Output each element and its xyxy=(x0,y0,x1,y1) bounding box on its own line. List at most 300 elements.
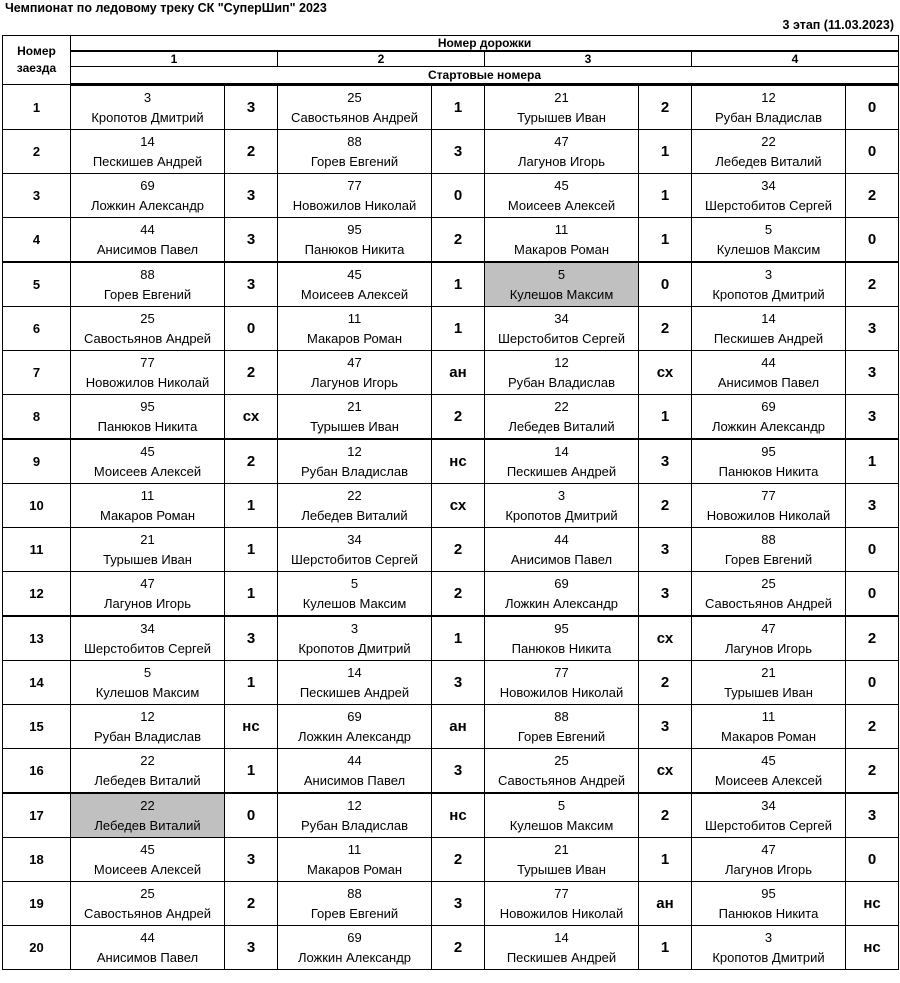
start-number: 45 xyxy=(347,266,362,282)
points-cell: 1 xyxy=(225,528,278,572)
rider-cell-lane-2 xyxy=(278,130,432,174)
rider-cell-lane-1 xyxy=(71,661,225,705)
points-cell: 1 xyxy=(432,307,485,351)
start-number: 22 xyxy=(761,133,776,149)
start-number: 77 xyxy=(140,354,155,370)
points-cell: 3 xyxy=(639,572,692,617)
rider-cell-lane-1 xyxy=(71,439,225,484)
start-number: 95 xyxy=(347,221,362,237)
start-number: 21 xyxy=(554,89,569,105)
rider-name: Макаров Роман xyxy=(306,330,403,346)
heat-number: 7 xyxy=(3,351,71,395)
points-cell: сх xyxy=(639,351,692,395)
points-cell: 2 xyxy=(846,262,899,307)
start-number: 34 xyxy=(761,177,776,193)
stage-label: 3 этап (11.03.2023) xyxy=(782,18,894,32)
points-cell: 2 xyxy=(432,528,485,572)
start-number: 34 xyxy=(347,531,362,547)
rider-cell-lane-1 xyxy=(71,484,225,528)
points-cell: 3 xyxy=(225,174,278,218)
rider-cell-lane-2 xyxy=(278,85,432,130)
table-row xyxy=(3,307,899,351)
rider-name: Пескишев Андрей xyxy=(506,463,617,479)
rider-cell-lane-2 xyxy=(278,174,432,218)
heat-number: 17 xyxy=(3,793,71,838)
start-number: 47 xyxy=(761,841,776,857)
rider-name: Анисимов Павел xyxy=(510,551,613,567)
rider-cell-lane-4 xyxy=(692,307,846,351)
rider-cell-lane-4 xyxy=(692,351,846,395)
rider-name: Новожилов Николай xyxy=(292,197,417,213)
rider-name: Новожилов Николай xyxy=(706,507,831,523)
points-cell: 3 xyxy=(225,85,278,130)
start-number: 44 xyxy=(554,531,569,547)
heat-number: 20 xyxy=(3,926,71,970)
rider-cell-lane-3 xyxy=(485,130,639,174)
table-row xyxy=(3,926,899,970)
start-number: 69 xyxy=(140,177,155,193)
points-cell: 3 xyxy=(225,616,278,661)
rider-cell-lane-2 xyxy=(278,307,432,351)
rider-name: Кулешов Максим xyxy=(302,595,407,611)
rider-name: Кулешов Максим xyxy=(509,286,614,302)
start-number: 11 xyxy=(761,708,776,724)
points-cell: нс xyxy=(846,882,899,926)
start-number: 47 xyxy=(347,354,362,370)
rider-cell-lane-4 xyxy=(692,395,846,440)
start-number: 5 xyxy=(350,575,359,591)
points-cell: 0 xyxy=(432,174,485,218)
rider-name: Макаров Роман xyxy=(513,241,610,257)
rider-cell-lane-3 xyxy=(485,882,639,926)
rider-cell-lane-1 xyxy=(71,130,225,174)
rider-name: Рубан Владислав xyxy=(93,728,202,744)
points-cell: 2 xyxy=(225,130,278,174)
rider-name: Панюков Никита xyxy=(511,640,612,656)
rider-cell-lane-2 xyxy=(278,705,432,749)
points-cell: 0 xyxy=(846,528,899,572)
points-cell: 0 xyxy=(846,661,899,705)
rider-name: Новожилов Николай xyxy=(499,905,624,921)
rider-cell-lane-2 xyxy=(278,351,432,395)
rider-cell-lane-1 xyxy=(71,174,225,218)
rider-name: Турышев Иван xyxy=(517,861,606,877)
rider-name: Рубан Владислав xyxy=(507,374,616,390)
points-cell: 2 xyxy=(225,439,278,484)
points-cell: 2 xyxy=(432,218,485,263)
points-cell: сх xyxy=(639,749,692,794)
heat-number-header: Номер заезда xyxy=(3,36,71,85)
start-number: 44 xyxy=(140,929,155,945)
rider-cell-lane-2 xyxy=(278,882,432,926)
start-number: 3 xyxy=(764,929,773,945)
rider-name: Лагунов Игорь xyxy=(518,153,605,169)
rider-cell-lane-1 xyxy=(71,307,225,351)
rider-name: Турышев Иван xyxy=(517,109,606,125)
heat-number: 4 xyxy=(3,218,71,263)
rider-cell-lane-4 xyxy=(692,749,846,794)
rider-cell-lane-3 xyxy=(485,705,639,749)
rider-name: Лагунов Игорь xyxy=(725,640,812,656)
rider-cell-lane-3 xyxy=(485,351,639,395)
rider-name: Моисеев Алексей xyxy=(714,772,823,788)
rider-cell-lane-4 xyxy=(692,793,846,838)
start-number: 88 xyxy=(347,885,362,901)
rider-cell-lane-1 xyxy=(71,838,225,882)
heats-body xyxy=(3,85,899,970)
points-cell: 2 xyxy=(639,661,692,705)
table-row xyxy=(3,749,899,794)
rider-name: Савостьянов Андрей xyxy=(290,109,419,125)
points-cell: 3 xyxy=(846,351,899,395)
rider-name: Анисимов Павел xyxy=(303,772,406,788)
points-cell: 1 xyxy=(639,395,692,440)
rider-name: Турышев Иван xyxy=(103,551,192,567)
start-numbers-header: Стартовые номера xyxy=(71,67,899,85)
rider-cell-lane-3 xyxy=(485,395,639,440)
start-number: 88 xyxy=(347,133,362,149)
points-cell: 3 xyxy=(432,749,485,794)
table-row xyxy=(3,395,899,440)
points-cell: 2 xyxy=(846,174,899,218)
rider-cell-lane-3 xyxy=(485,528,639,572)
rider-cell-lane-4 xyxy=(692,218,846,263)
rider-name: Ложкин Александр xyxy=(90,197,205,213)
start-number: 88 xyxy=(761,531,776,547)
start-number: 25 xyxy=(140,310,155,326)
rider-name: Панюков Никита xyxy=(304,241,405,257)
points-cell: 0 xyxy=(846,218,899,263)
points-cell: 0 xyxy=(846,838,899,882)
points-cell: 1 xyxy=(432,262,485,307)
start-number: 34 xyxy=(140,620,155,636)
rider-name: Шерстобитов Сергей xyxy=(498,330,625,346)
start-number: 25 xyxy=(347,89,362,105)
points-cell: 1 xyxy=(432,85,485,130)
rider-name: Анисимов Павел xyxy=(96,241,199,257)
rider-cell-lane-3 xyxy=(485,572,639,617)
points-cell: 1 xyxy=(639,174,692,218)
start-number: 47 xyxy=(140,575,155,591)
table-row xyxy=(3,351,899,395)
start-number: 77 xyxy=(554,885,569,901)
rider-cell-lane-1 xyxy=(71,572,225,617)
rider-cell-lane-2 xyxy=(278,572,432,617)
points-cell: 1 xyxy=(639,218,692,263)
heats-table xyxy=(2,35,899,970)
heat-number: 6 xyxy=(3,307,71,351)
start-number: 45 xyxy=(140,443,155,459)
points-cell: 0 xyxy=(639,262,692,307)
rider-cell-lane-4 xyxy=(692,262,846,307)
start-number: 69 xyxy=(347,708,362,724)
heat-number: 9 xyxy=(3,439,71,484)
rider-cell-lane-4 xyxy=(692,882,846,926)
start-number: 12 xyxy=(761,89,776,105)
table-row xyxy=(3,174,899,218)
start-number: 22 xyxy=(140,797,155,813)
points-cell: 2 xyxy=(639,85,692,130)
start-number: 11 xyxy=(140,487,155,503)
points-cell: 3 xyxy=(846,484,899,528)
start-number: 21 xyxy=(554,841,569,857)
points-cell: 3 xyxy=(432,661,485,705)
points-cell: 0 xyxy=(225,307,278,351)
rider-cell-lane-3 xyxy=(485,218,639,263)
start-number: 21 xyxy=(347,398,362,414)
table-row xyxy=(3,85,899,130)
points-cell: 3 xyxy=(639,528,692,572)
points-cell: 3 xyxy=(639,705,692,749)
rider-cell-lane-1 xyxy=(71,262,225,307)
start-number: 25 xyxy=(761,575,776,591)
rider-name: Пескишев Андрей xyxy=(92,153,203,169)
rider-name: Рубан Владислав xyxy=(714,109,823,125)
rider-cell-lane-1 xyxy=(71,793,225,838)
rider-name: Шерстобитов Сергей xyxy=(705,197,832,213)
start-number: 5 xyxy=(557,266,566,282)
start-number: 77 xyxy=(761,487,776,503)
start-number: 34 xyxy=(554,310,569,326)
points-cell: 2 xyxy=(846,705,899,749)
points-cell: 2 xyxy=(846,616,899,661)
rider-cell-lane-3 xyxy=(485,838,639,882)
rider-cell-lane-2 xyxy=(278,262,432,307)
rider-name: Савостьянов Андрей xyxy=(497,772,626,788)
start-number: 3 xyxy=(143,89,152,105)
rider-name: Лебедев Виталий xyxy=(715,153,822,169)
table-row xyxy=(3,882,899,926)
rider-cell-lane-3 xyxy=(485,85,639,130)
rider-cell-lane-3 xyxy=(485,926,639,970)
rider-cell-lane-3 xyxy=(485,616,639,661)
rider-name: Кропотов Дмитрий xyxy=(91,109,204,125)
table-row xyxy=(3,439,899,484)
rider-name: Кулешов Максим xyxy=(716,241,821,257)
points-cell: 3 xyxy=(846,307,899,351)
page-title: Чемпионат по ледовому треку СК "СуперШип" 2023 xyxy=(5,1,327,15)
table-row xyxy=(3,572,899,617)
rider-cell-lane-2 xyxy=(278,218,432,263)
rider-name: Панюков Никита xyxy=(97,418,198,434)
table-row xyxy=(3,528,899,572)
heat-number: 13 xyxy=(3,616,71,661)
start-number: 12 xyxy=(554,354,569,370)
rider-name: Лебедев Виталий xyxy=(301,507,408,523)
points-cell: 2 xyxy=(432,572,485,617)
heat-number: 10 xyxy=(3,484,71,528)
rider-cell-lane-3 xyxy=(485,749,639,794)
rider-name: Ложкин Александр xyxy=(504,595,619,611)
rider-name: Моисеев Алексей xyxy=(507,197,616,213)
rider-name: Савостьянов Андрей xyxy=(83,905,212,921)
lane-header-2: 2 xyxy=(278,51,485,67)
start-number: 88 xyxy=(554,708,569,724)
rider-cell-lane-4 xyxy=(692,528,846,572)
rider-cell-lane-2 xyxy=(278,616,432,661)
rider-name: Моисеев Алексей xyxy=(300,286,409,302)
points-cell: 2 xyxy=(432,926,485,970)
table-row xyxy=(3,793,899,838)
start-number: 95 xyxy=(554,620,569,636)
rider-name: Рубан Владислав xyxy=(300,817,409,833)
rider-cell-lane-1 xyxy=(71,749,225,794)
start-number: 14 xyxy=(554,443,569,459)
start-number: 25 xyxy=(554,752,569,768)
start-number: 22 xyxy=(347,487,362,503)
points-cell: сх xyxy=(639,616,692,661)
heat-number: 16 xyxy=(3,749,71,794)
start-number: 34 xyxy=(761,797,776,813)
start-number: 95 xyxy=(761,443,776,459)
start-number: 22 xyxy=(140,752,155,768)
points-cell: 2 xyxy=(639,484,692,528)
rider-cell-lane-2 xyxy=(278,439,432,484)
rider-cell-lane-3 xyxy=(485,262,639,307)
lane-header-4: 4 xyxy=(692,51,899,67)
start-number: 22 xyxy=(554,398,569,414)
rider-name: Лебедев Виталий xyxy=(508,418,615,434)
points-cell: 3 xyxy=(639,439,692,484)
points-cell: 0 xyxy=(846,130,899,174)
rider-name: Новожилов Николай xyxy=(499,684,624,700)
rider-cell-lane-4 xyxy=(692,572,846,617)
rider-name: Моисеев Алексей xyxy=(93,861,202,877)
points-cell: 1 xyxy=(432,616,485,661)
heat-number: 3 xyxy=(3,174,71,218)
rider-name: Пескишев Андрей xyxy=(506,949,617,965)
rider-name: Горев Евгений xyxy=(310,153,399,169)
start-number: 77 xyxy=(554,664,569,680)
lane-header-1: 1 xyxy=(71,51,278,67)
start-number: 14 xyxy=(347,664,362,680)
table-row xyxy=(3,661,899,705)
points-cell: нс xyxy=(846,926,899,970)
points-cell: 2 xyxy=(639,307,692,351)
rider-name: Лагунов Игорь xyxy=(725,861,812,877)
rider-cell-lane-1 xyxy=(71,616,225,661)
points-cell: 2 xyxy=(432,395,485,440)
rider-name: Лебедев Виталий xyxy=(94,817,201,833)
points-cell: 3 xyxy=(846,395,899,440)
heat-number: 5 xyxy=(3,262,71,307)
rider-name: Кропотов Дмитрий xyxy=(298,640,411,656)
rider-cell-lane-1 xyxy=(71,705,225,749)
rider-name: Шерстобитов Сергей xyxy=(84,640,211,656)
start-number: 77 xyxy=(347,177,362,193)
rider-cell-lane-1 xyxy=(71,395,225,440)
start-number: 5 xyxy=(557,797,566,813)
lane-number-header: Номер дорожки xyxy=(71,36,899,52)
start-number: 45 xyxy=(761,752,776,768)
heat-number: 11 xyxy=(3,528,71,572)
rider-name: Пескишев Андрей xyxy=(299,684,410,700)
rider-cell-lane-4 xyxy=(692,838,846,882)
start-number: 11 xyxy=(554,221,569,237)
points-cell: 3 xyxy=(225,926,278,970)
heat-number: 15 xyxy=(3,705,71,749)
rider-name: Савостьянов Андрей xyxy=(704,595,833,611)
rider-name: Панюков Никита xyxy=(718,905,819,921)
heat-number: 14 xyxy=(3,661,71,705)
rider-name: Шерстобитов Сергей xyxy=(705,817,832,833)
points-cell: ан xyxy=(432,351,485,395)
start-number: 5 xyxy=(143,664,152,680)
rider-name: Кропотов Дмитрий xyxy=(712,286,825,302)
rider-name: Рубан Владислав xyxy=(300,463,409,479)
start-number: 47 xyxy=(554,133,569,149)
rider-name: Анисимов Павел xyxy=(96,949,199,965)
start-number: 12 xyxy=(140,708,155,724)
rider-name: Турышев Иван xyxy=(724,684,813,700)
points-cell: 1 xyxy=(639,130,692,174)
start-number: 5 xyxy=(764,221,773,237)
start-number: 11 xyxy=(347,310,362,326)
points-cell: 3 xyxy=(225,262,278,307)
rider-name: Панюков Никита xyxy=(718,463,819,479)
start-number: 14 xyxy=(140,133,155,149)
table-row xyxy=(3,218,899,263)
rider-cell-lane-2 xyxy=(278,749,432,794)
rider-name: Ложкин Александр xyxy=(711,418,826,434)
heat-number: 18 xyxy=(3,838,71,882)
rider-cell-lane-2 xyxy=(278,484,432,528)
points-cell: сх xyxy=(225,395,278,440)
points-cell: ан xyxy=(432,705,485,749)
rider-cell-lane-4 xyxy=(692,439,846,484)
points-cell: 1 xyxy=(639,838,692,882)
rider-name: Лебедев Виталий xyxy=(94,772,201,788)
start-number: 44 xyxy=(761,354,776,370)
rider-name: Моисеев Алексей xyxy=(93,463,202,479)
start-number: 44 xyxy=(140,221,155,237)
rider-cell-lane-2 xyxy=(278,793,432,838)
points-cell: нс xyxy=(432,439,485,484)
start-number: 45 xyxy=(140,841,155,857)
start-number: 69 xyxy=(761,398,776,414)
points-cell: 1 xyxy=(225,484,278,528)
rider-cell-lane-4 xyxy=(692,484,846,528)
start-number: 3 xyxy=(350,620,359,636)
points-cell: 3 xyxy=(225,218,278,263)
rider-cell-lane-1 xyxy=(71,882,225,926)
points-cell: 2 xyxy=(639,793,692,838)
points-cell: 1 xyxy=(225,749,278,794)
rider-cell-lane-2 xyxy=(278,528,432,572)
start-number: 47 xyxy=(761,620,776,636)
points-cell: 2 xyxy=(846,749,899,794)
start-number: 69 xyxy=(554,575,569,591)
rider-cell-lane-4 xyxy=(692,616,846,661)
points-cell: 3 xyxy=(432,130,485,174)
heat-number: 19 xyxy=(3,882,71,926)
points-cell: 1 xyxy=(846,439,899,484)
rider-cell-lane-3 xyxy=(485,661,639,705)
points-cell: 2 xyxy=(225,351,278,395)
start-number: 3 xyxy=(557,487,566,503)
points-cell: 1 xyxy=(225,661,278,705)
rider-cell-lane-4 xyxy=(692,705,846,749)
start-number: 95 xyxy=(761,885,776,901)
rider-name: Кропотов Дмитрий xyxy=(712,949,825,965)
points-cell: 2 xyxy=(432,838,485,882)
table-row xyxy=(3,484,899,528)
start-number: 14 xyxy=(761,310,776,326)
rider-cell-lane-1 xyxy=(71,926,225,970)
points-cell: 3 xyxy=(432,882,485,926)
start-number: 25 xyxy=(140,885,155,901)
start-number: 95 xyxy=(140,398,155,414)
